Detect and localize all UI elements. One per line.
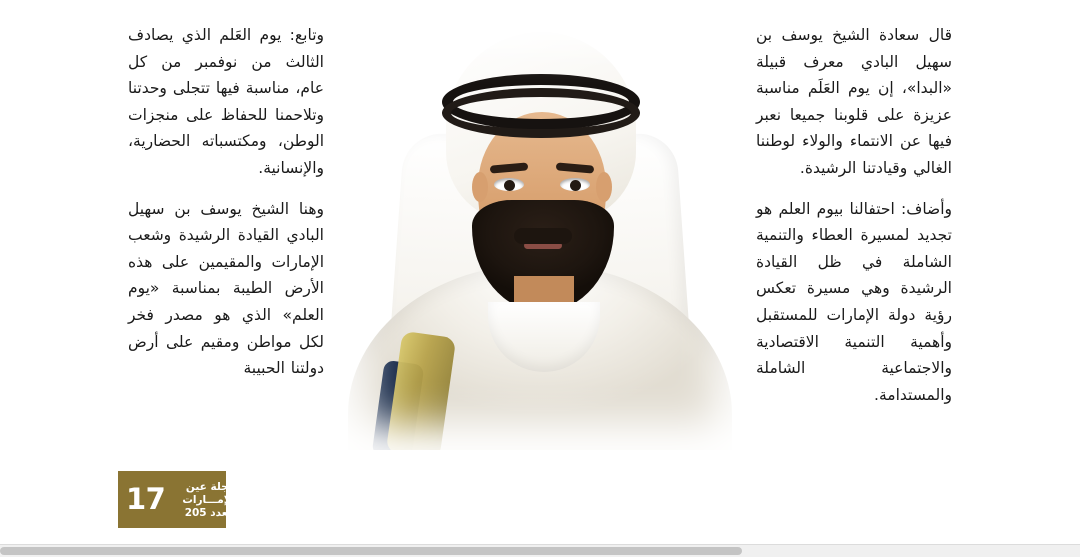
magazine-issue: العدد 205 — [184, 506, 236, 519]
article-photo — [338, 14, 742, 450]
paragraph: وتابع: يوم العَلم الذي يصادف الثالث من نوفمبر من كل عام، مناسبة فيها تتجلى وحدتنا وتلاحمنا للحفاظ على منجزات الوطن، ومكتسباته الحضارية، والإنسانية. — [128, 26, 324, 177]
text-column-right — [756, 22, 952, 408]
paragraph: وهنا الشيخ يوسف بن سهيل البادي القيادة الرشيدة وشعب الإمارات والمقيمين على هذه الأرض الطيبة بمناسبة «يوم العلم» الذي هو مصدر فخر لكل مواطن ومقيم على أرض دولتنا الحبيبة — [128, 199, 324, 378]
page-number: 17 — [126, 482, 166, 516]
portrait-illustration — [338, 14, 742, 450]
text-column-left — [128, 22, 324, 382]
paragraph: قال سعادة الشيخ يوسف بن سهيل البادي معرف قبيلة «البدا»، إن يوم العَلَم مناسبة عزيزة على قلوبنا جميعا نعبر فيها عن الانتماء والولاء لوطننا الغالي وقيادتنا الرشيدة. — [756, 26, 952, 177]
paragraph: وأضاف: احتفالنا بيوم العلم هو تجديد لمسيرة العطاء والتنمية الشاملة في ظل القيادة الرشيدة وهي مسيرة تعكس رؤية دولة الإمارات للمستقبل وأهمية التنمية الاقتصادية والاجتماعية الشاملة والمستدامة. — [756, 199, 952, 404]
magazine-title-line1: مجلة عين — [185, 480, 236, 493]
magazine-info — [176, 481, 235, 519]
ear-right — [596, 172, 612, 202]
ear-left — [472, 172, 488, 202]
pupil-right — [570, 180, 581, 191]
magazine-title-line2: الإمـــارات — [182, 493, 236, 506]
mustache — [514, 228, 572, 244]
pupil-left — [504, 180, 515, 191]
page-footer-badge — [118, 471, 236, 528]
agal-cord-inner — [442, 88, 640, 138]
horizontal-scrollbar[interactable] — [0, 544, 1080, 557]
scrollbar-thumb[interactable] — [0, 547, 742, 555]
